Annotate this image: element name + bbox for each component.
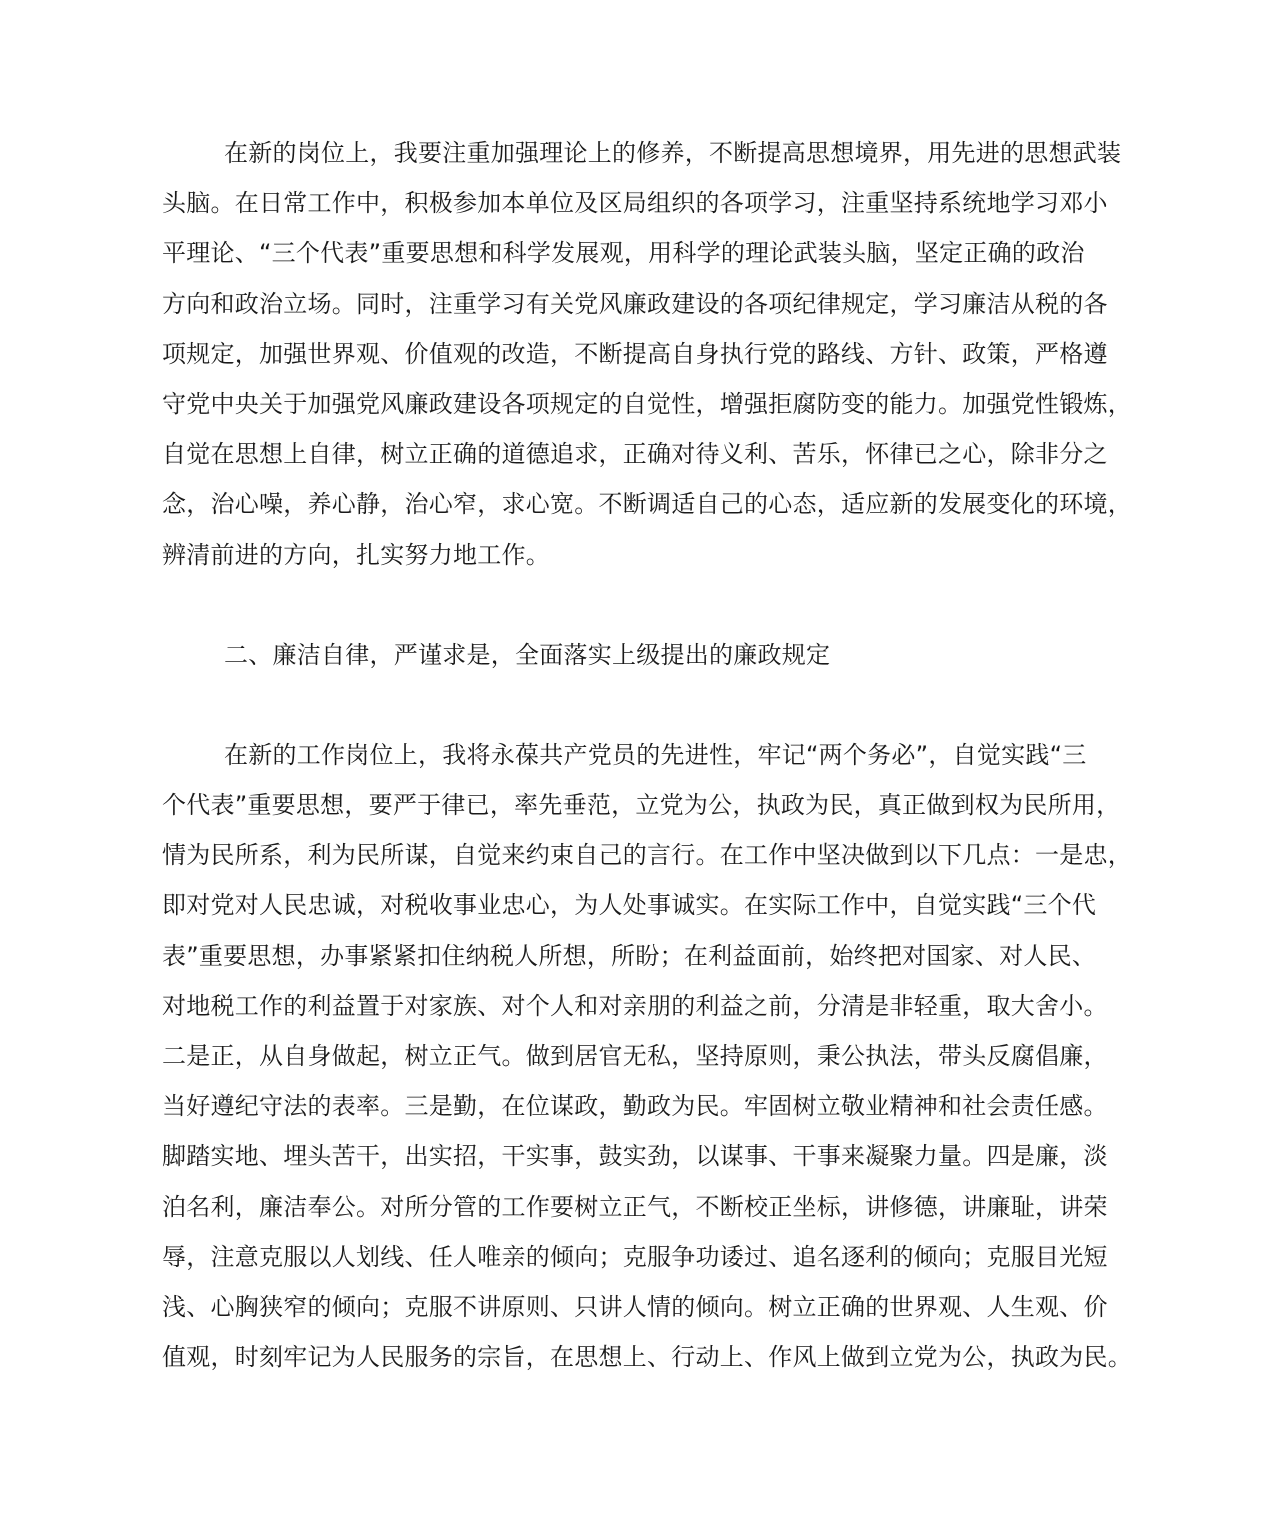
text-line: 即对党对人民忠诚，对税收事业忠心，为人处事诚实。在实际工作中，自觉实践“三个代 [162,891,1097,920]
text-line: 平理论、“三个代表”重要思想和科学发展观，用科学的理论武装头脑，坚定正确的政治 [162,239,1085,268]
text-line: 在新的工作岗位上，我将永葆共产党员的先进性，牢记“两个务必”，自觉实践“三 [224,740,1087,769]
text-line: 辱，注意克服以人划线、任人唯亲的倾向；克服争功诿过、追名逐利的倾向；克服目光短 [162,1242,1108,1271]
text-line: 二是正，从自身做起，树立正气。做到居官无私，坚持原则，秉公执法，带头反腐倡廉， [162,1042,1108,1071]
text-line: 守党中央关于加强党风廉政建设各项规定的自觉性，增强拒腐防变的能力。加强党性锻炼， [162,389,1132,418]
text-line: 自觉在思想上自律，树立正确的道德追求，正确对待义利、苦乐，怀律已之心，除非分之 [162,440,1108,469]
text-line: 泊名利，廉洁奉公。对所分管的工作要树立正气，不断校正坐标，讲修德，讲廉耻，讲荣 [162,1192,1108,1221]
document-body [162,128,1132,1382]
text-line: 个代表”重要思想，要严于律已，率先垂范，立党为公，执政为民，真正做到权为民所用， [162,791,1121,820]
text-line: 辨清前进的方向，扎实努力地工作。 [162,540,550,569]
text-line: 脚踏实地、埋头苦干，出实招，干实事，鼓实劲，以谋事、干事来凝聚力量。四是廉，淡 [162,1142,1108,1171]
text-line: 在新的岗位上，我要注重加强理论上的修养，不断提高思想境界，用先进的思想武装 [224,139,1122,167]
text-line: 对地税工作的利益置于对家族、对个人和对亲朋的利益之前，分清是非轻重，取大舍小。 [162,991,1108,1020]
text-line: 念，治心噪，养心静，治心窄，求心宽。不断调适自己的心态，适应新的发展变化的环境， [162,490,1132,519]
text-line: 方向和政治立场。同时，注重学习有关党风廉政建设的各项纪律规定，学习廉洁从税的各 [162,289,1108,318]
text-line: 头脑。在日常工作中，积极参加本单位及区局组织的各项学习，注重坚持系统地学习邓小 [162,189,1108,218]
text-line: 值观，时刻牢记为人民服务的宗旨，在思想上、行动上、作风上做到立党为公，执政为民。 [162,1343,1132,1372]
text-line: 浅、心胸狭窄的倾向；克服不讲原则、只讲人情的倾向。树立正确的世界观、人生观、价 [162,1292,1108,1321]
text-line: 项规定，加强世界观、价值观的改造，不断提高自身执行党的路线、方针、政策，严格遵 [162,339,1108,368]
text-line: 表”重要思想，办事紧紧扣住纳税人所想，所盼；在利益面前，始终把对国家、对人民、 [162,941,1097,970]
paragraph-integrity-rules [162,730,1132,1382]
section-heading: 二、廉洁自律，严谨求是，全面落实上级提出的廉政规定 [224,640,831,669]
text-line: 当好遵纪守法的表率。三是勤，在位谋政，勤政为民。牢固树立敬业精神和社会责任感。 [162,1092,1108,1121]
paragraph-theory-study [162,128,1132,580]
text-line: 情为民所系，利为民所谋，自觉来约束自己的言行。在工作中坚决做到以下几点：一是忠， [162,841,1132,870]
